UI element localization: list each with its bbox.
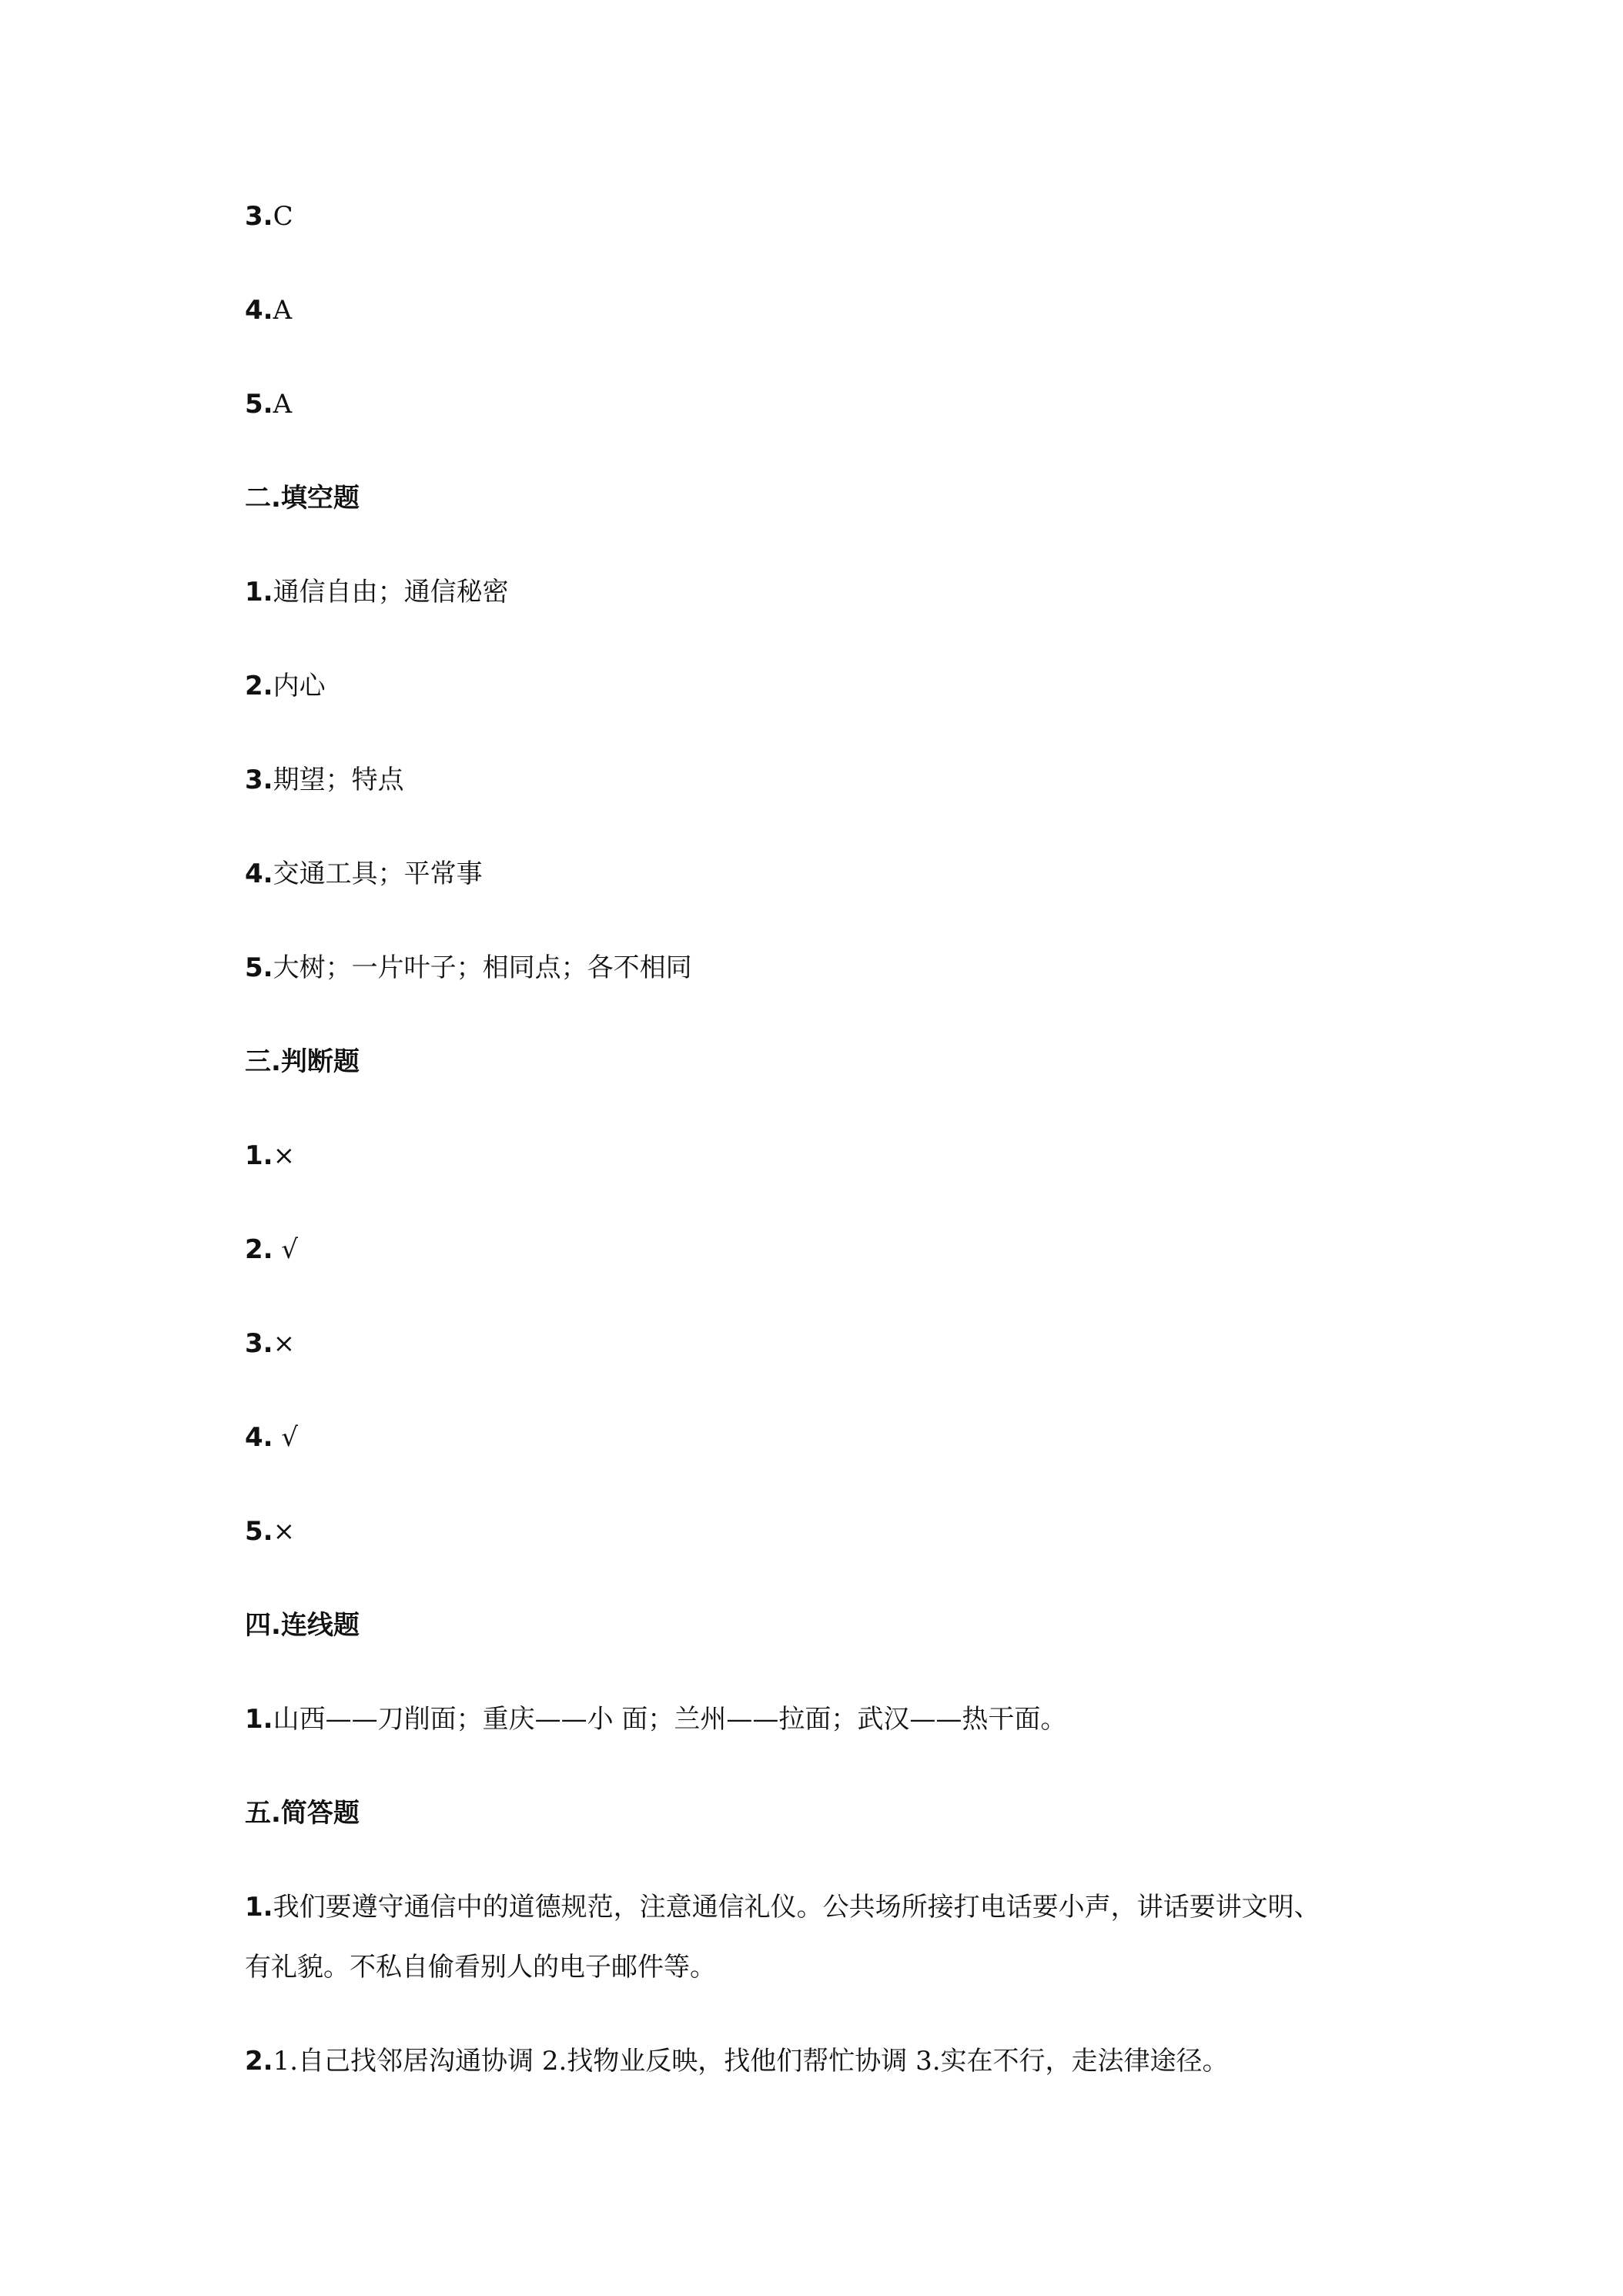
choice-answer-3: 3.C bbox=[245, 201, 293, 232]
short-answer-2: 2.1.自己找邻居沟通协调 2.找物业反映，找他们帮忙协调 3.实在不行，走法律途径。 bbox=[245, 2046, 1229, 2077]
fill-blank-answer-4: 4.交通工具；平常事 bbox=[245, 858, 483, 889]
choice-answer-4: 4.A bbox=[245, 295, 293, 326]
short-answer-1-line-1: 1.我们要遵守通信中的道德规范，注意通信礼仪。公共场所接打电话要小声，讲话要讲文明、 bbox=[245, 1892, 1320, 1923]
true-false-answer-1: 1.× bbox=[245, 1140, 296, 1171]
fill-blank-answer-1: 1.通信自由；通信秘密 bbox=[245, 577, 509, 607]
section-heading-true-false: 三.判断题 bbox=[245, 1046, 360, 1077]
true-false-answer-5: 5.× bbox=[245, 1516, 296, 1547]
section-heading-fill-blank: 二.填空题 bbox=[245, 483, 360, 514]
true-false-answer-3: 3.× bbox=[245, 1328, 296, 1359]
true-false-answer-2: 2. √ bbox=[245, 1234, 299, 1265]
choice-answer-5: 5.A bbox=[245, 389, 293, 420]
true-false-answer-4: 4. √ bbox=[245, 1422, 299, 1453]
fill-blank-answer-5: 5.大树；一片叶子；相同点；各不相同 bbox=[245, 952, 692, 983]
section-heading-matching: 四.连线题 bbox=[245, 1610, 360, 1641]
section-heading-short-answer: 五.简答题 bbox=[245, 1798, 360, 1829]
short-answer-1-line-2: 有礼貌。不私自偷看别人的电子邮件等。 bbox=[245, 1952, 716, 1983]
fill-blank-answer-2: 2.内心 bbox=[245, 671, 326, 701]
matching-answer-1: 1.山西——刀削面；重庆——小 面；兰州——拉面；武汉——热干面。 bbox=[245, 1704, 1067, 1735]
fill-blank-answer-3: 3.期望；特点 bbox=[245, 765, 404, 795]
